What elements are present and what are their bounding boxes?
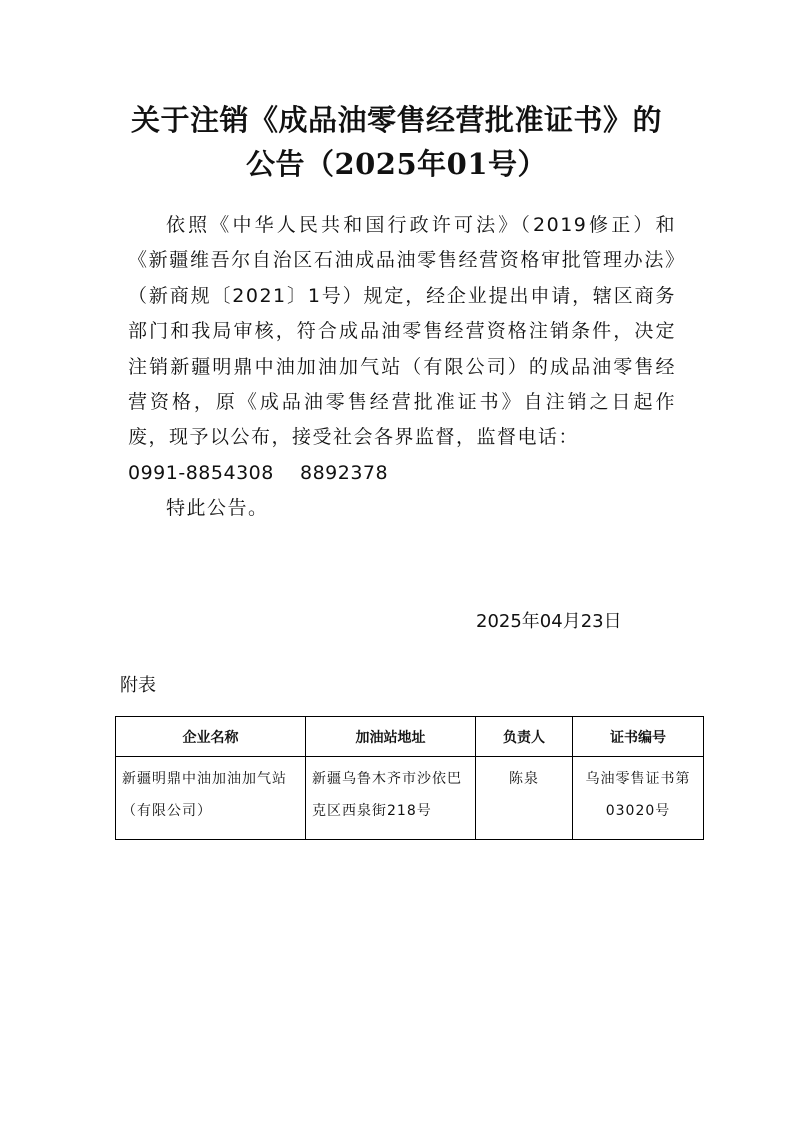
table-row xyxy=(116,757,704,840)
closing-text: 特此公告。 xyxy=(166,497,269,520)
cell-company-name: 新疆明鼎中油加油加气站（有限公司） xyxy=(116,757,306,840)
phone-numbers: 0991-8854308 8892378 xyxy=(128,461,389,484)
paragraph-text: 依照《中华人民共和国行政许可法》（2019修正）和《新疆维吾尔自治区石油成品油零售经营资格审批管理办法》（新商规〔2021〕1号）规定，经企业提出申请，辖区商务部门和我局审核，符合成品油零售经营资格注销条件，决定注销新疆明鼎中油加油加气站（有限公司）的成品油零售经营资格，原《成品油零售经营批准证书》自注销之日起作废，现予以公布，接受社会各界监督，监督电话： xyxy=(128,214,676,449)
header-certificate-number: 证书编号 xyxy=(573,717,704,757)
attachment-label: 附表 xyxy=(120,675,156,696)
header-responsible-person: 负责人 xyxy=(476,717,573,757)
cell-station-address: 新疆乌鲁木齐市沙依巴克区西泉街218号 xyxy=(306,757,476,840)
title-line-2: 公告（2025年01号） xyxy=(245,147,548,181)
document-title xyxy=(80,98,713,186)
cell-certificate-number: 乌油零售证书第03020号 xyxy=(573,757,704,840)
main-paragraph xyxy=(128,208,676,491)
header-station-address: 加油站地址 xyxy=(306,717,476,757)
cell-responsible-person: 陈泉 xyxy=(476,757,573,840)
title-line-1: 关于注销《成品油零售经营批准证书》的 xyxy=(130,103,662,137)
attachment-table xyxy=(115,716,704,840)
announcement-body xyxy=(128,208,676,527)
table-header-row xyxy=(116,717,704,757)
announcement-date: 2025年04月23日 xyxy=(476,611,622,632)
header-company-name: 企业名称 xyxy=(116,717,306,757)
